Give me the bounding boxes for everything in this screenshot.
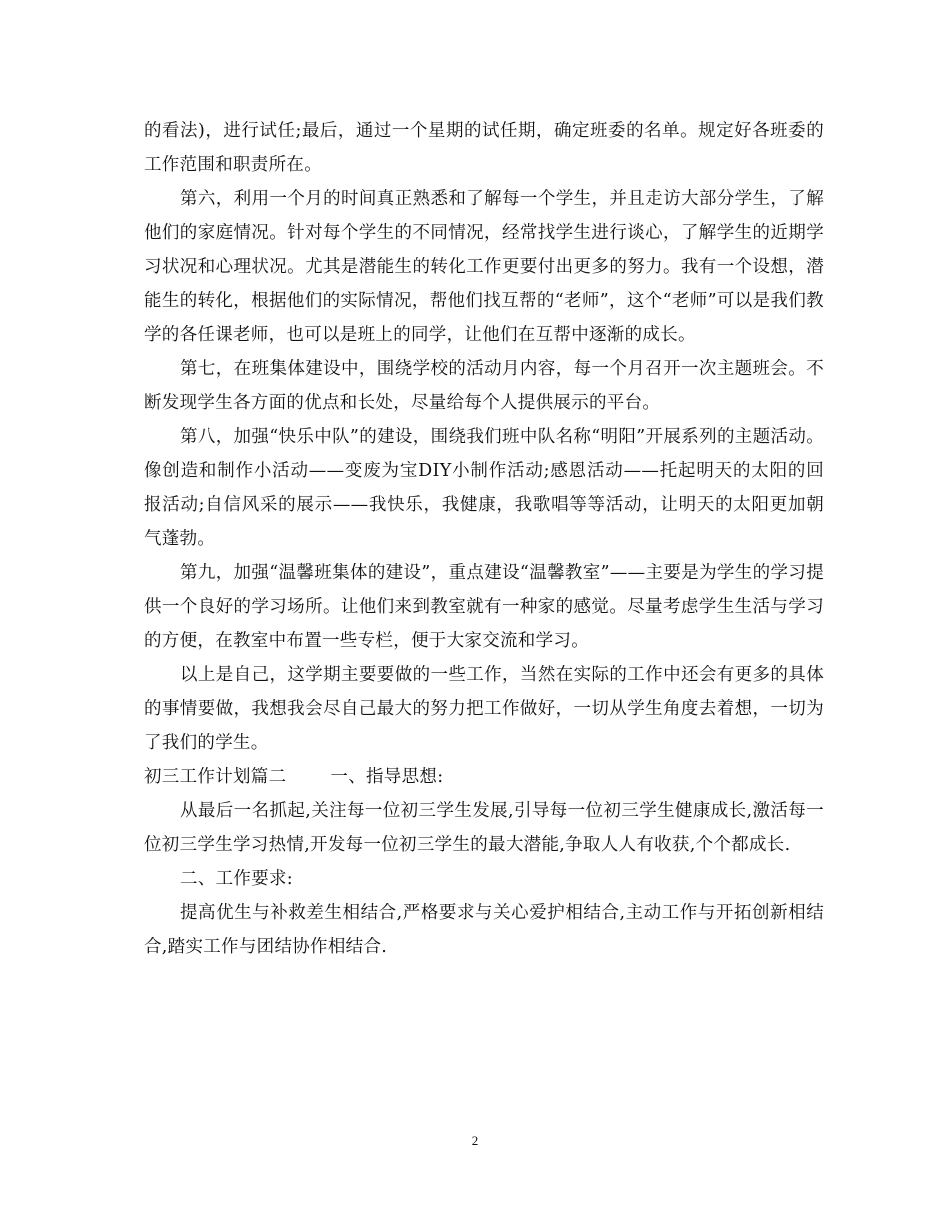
paragraph-requirements: 提高优生与补救差生相结合,严格要求与关心爱护相结合,主动工作与开拓创新相结合,踏实工作与团结协作相结合. xyxy=(144,903,824,957)
section-subtitle: 一、指导思想: xyxy=(330,767,444,787)
paragraph-ninth: 第九，加强“温馨班集体的建设”，重点建设“温馨教室”——主要是为学生的学习提供一个良好的学习场所。让他们来到教室就有一种家的感觉。尽量考虑学生生活与学习的方便，在教室中布置一些专栏，便于大家交流和学习。 xyxy=(144,563,824,651)
paragraph-sixth: 第六，利用一个月的时间真正熟悉和了解每一个学生，并且走访大部分学生，了解他们的家庭情况。针对每个学生的不同情况，经常找学生进行谈心，了解学生的近期学习状况和心理状况。尤其是潜能生的转化工作更要付出更多的努力。我有一个设想，潜能生的转化，根据他们的实际情况，帮他们找互帮的“老师”，这个“老师”可以是我们教学的各任课老师，也可以是班上的同学，让他们在互帮中逐渐的成长。 xyxy=(144,189,824,345)
document-body xyxy=(144,114,824,964)
paragraph-guiding-thought: 从最后一名抓起,关注每一位初三学生发展,引导每一位初三学生健康成长,激活每一位初三学生学习热情,开发每一位初三学生的最大潜能,争取人人有收获,个个都成长. xyxy=(144,801,824,855)
section-title: 初三工作计划篇二 xyxy=(144,767,287,787)
requirements-heading: 二、工作要求: xyxy=(180,869,293,889)
paragraph-continuation: 的看法)，进行试任;最后，通过一个星期的试任期，确定班委的名单。规定好各班委的工作范围和职责所在。 xyxy=(144,121,824,175)
paragraph-seventh: 第七，在班集体建设中，围绕学校的活动月内容，每一个月召开一次主题班会。不断发现学生各方面的优点和长处，尽量给每个人提供展示的平台。 xyxy=(144,359,824,413)
page-number: 2 xyxy=(471,1133,479,1148)
paragraph-eighth: 第八，加强“快乐中队”的建设，围绕我们班中队名称“明阳”开展系列的主题活动。像创造和制作小活动——变废为宝DIY小制作活动;感恩活动——托起明天的太阳的回报活动;自信风采的展示——我快乐，我健康，我歌唱等等活动，让明天的太阳更加朝气蓬勃。 xyxy=(144,427,824,549)
paragraph-summary: 以上是自己，这学期主要要做的一些工作，当然在实际的工作中还会有更多的具体的事情要做，我想我会尽自己最大的努力把工作做好，一切从学生角度去着想，一切为了我们的学生。 xyxy=(144,665,824,753)
section-heading xyxy=(144,760,824,794)
